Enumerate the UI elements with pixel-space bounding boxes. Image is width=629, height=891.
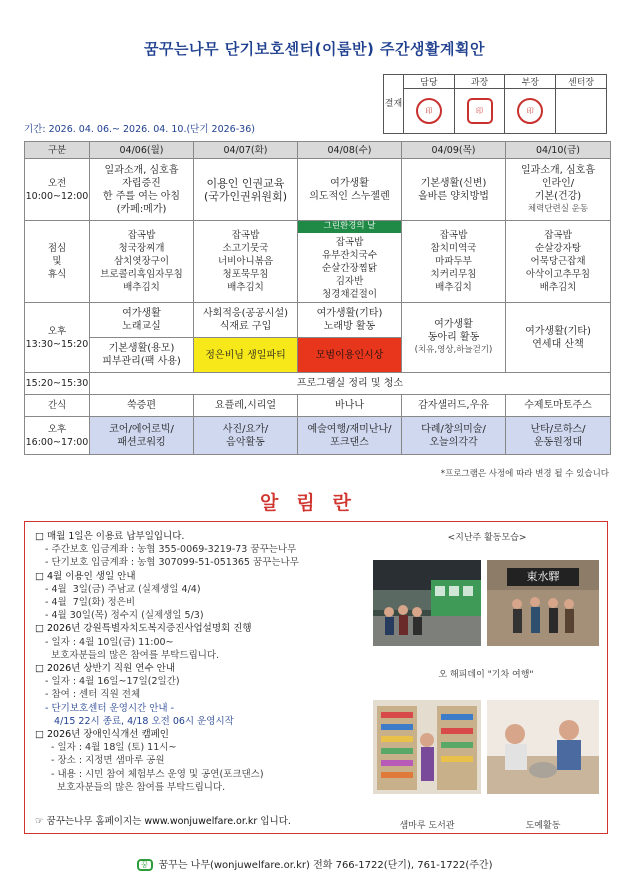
pm-label: 오후 13:30~15:20 xyxy=(25,303,90,373)
notice-line: - 4월 3일(금) 주남교 (실제생일 4/4) xyxy=(45,583,201,595)
lunch-fri: 잡곡밥 순살강자탕 어묵당근잡채 아삭이고추무침 배추김치 xyxy=(506,221,611,303)
schedule-note: *프로그램은 사정에 따라 변경 될 수 있습니다 xyxy=(440,469,609,479)
notice-line: - 4월 30일(목) 정수지 (실제생일 5/3) xyxy=(45,610,204,622)
station-sign: 東水驛 xyxy=(526,570,560,583)
header-category: 구분 xyxy=(25,142,90,159)
station-photo xyxy=(487,560,599,646)
approval-table xyxy=(383,74,607,134)
lunch-mon: 잡곡밥 청국장찌개 삼치엿장구이 브로콜리흑임자무침 배추김치 xyxy=(90,221,194,303)
footer-text: 꿈꾸는 나무(wonjuwelfare.or.kr) 전화 766-1722(단기), 761-1722(주간) xyxy=(158,860,493,871)
late-label: 오후 16:00~17:00 xyxy=(25,417,90,455)
homepage-link[interactable]: www.wonjuwelfare.or.kr xyxy=(144,816,258,827)
notice-line: 4/15 22시 종료, 4/18 오전 06시 운영시작 xyxy=(45,715,234,727)
notice-heading: □ 2026년 상반기 직원 연수 안내 xyxy=(35,663,176,675)
notice-heading: □ 매월 1일은 이용료 납부일입니다. xyxy=(35,531,185,542)
notice-line: - 주간보호 입금계좌 : 농협 355-0069-3219-73 꿈꾸는나무 xyxy=(45,544,297,556)
notice-line: - 내용 : 시민 참여 체험부스 운영 및 공연(포크댄스) xyxy=(51,768,264,780)
birthday-party-label: 정은비님 생일파티 xyxy=(205,349,286,361)
notice-list xyxy=(35,530,375,794)
green-day-badge: 그린환경의 날 xyxy=(297,220,402,233)
homepage-line: ☞ 꿈꾸는나무 홈페이지는 www.wonjuwelfare.or.kr 입니다. xyxy=(35,816,291,827)
header-mon: 04/06(월) xyxy=(90,142,194,159)
notice-heading: □ 2026년 강원특별자치도복지증진사업설명회 진행 xyxy=(35,623,252,635)
snack-mon: 쑥증편 xyxy=(90,395,194,417)
notice-box xyxy=(24,521,608,834)
snack-wed: 바나나 xyxy=(298,395,402,417)
photo-caption-mid: 오 해피데이 "기차 여행" xyxy=(438,670,534,680)
notice-line: - 단기보호센터 운영시간 안내 - xyxy=(45,702,175,714)
notice-line: - 장소 : 지정면 샘마루 공원 xyxy=(51,755,165,767)
stamp-icon: 印 xyxy=(467,98,493,124)
header-tue: 04/07(화) xyxy=(194,142,298,159)
notice-line: - 단기보호 입금계좌 : 농협 307099-51-051365 꿈꾸는나무 xyxy=(45,557,299,569)
library-photo xyxy=(373,700,481,794)
lunch-thu: 잡곡밥 참치미역국 마파두부 치커리무침 배추김치 xyxy=(402,221,506,303)
footer xyxy=(0,856,629,871)
late-mon: 코어/에어로빅/ 패션코워킹 xyxy=(90,417,194,455)
am-wed: 여가생활 의도적인 스누젤렌 xyxy=(298,159,402,221)
late-thu: 다례/창의미술/ 오늘의각각 xyxy=(402,417,506,455)
approval-label: 결재 xyxy=(384,75,404,134)
notice-title: 알림란 xyxy=(259,492,370,514)
notice-line: - 일자 : 4월 16일~17일(2일간) xyxy=(45,676,180,688)
late-wed: 예술여행/재미난나/ 포크댄스 xyxy=(298,417,402,455)
am-thu: 기본생활(신변) 올바른 양치방법 xyxy=(402,159,506,221)
am-label: 오전 10:00~12:00 xyxy=(25,159,90,221)
photo-caption-library: 샘마루 도서관 xyxy=(399,821,455,831)
notice-line: - 4월 7일(화) 정은비 xyxy=(45,597,136,609)
notice-line: 보호자분들의 많은 참여를 부탁드립니다. xyxy=(51,781,226,793)
am-tue: 이용인 인권교육 (국가인권위원회) xyxy=(194,159,298,221)
pottery-photo xyxy=(487,700,599,794)
logo-icon: 꿈 xyxy=(137,859,153,871)
pm-fri: 여가생활(기타) 연세대 산책 xyxy=(506,303,611,373)
late-fri: 난타/로하스/ 운동원정대 xyxy=(506,417,611,455)
lunch-tue: 잡곡밥 소고기뭇국 너비아니볶음 청포묵무침 배추김치 xyxy=(194,221,298,303)
pm-wed: 여가생활(기타) 노래방 활동 모범이용인시상 xyxy=(298,303,402,373)
notice-heading: □ 4월 이용인 생일 안내 xyxy=(35,570,136,582)
notice-line: - 일자 : 4월 10일(금) 11:00~ xyxy=(45,636,174,648)
photo-caption-top: <지난주 활동모습> xyxy=(447,533,527,543)
snack-tue: 요플레,시리얼 xyxy=(194,395,298,417)
snack-fri: 수제토마토주스 xyxy=(506,395,611,417)
approval-header-staff: 담당 xyxy=(404,75,455,89)
approval-header-director: 부장 xyxy=(505,75,556,89)
stamp-icon: 印 xyxy=(517,98,543,124)
notice-line: 보호자분들의 많은 참여를 부탁드립니다. xyxy=(45,649,220,661)
page-title: 꿈꾸는나무 단기보호센터(이룸반) 주간생활계획안 xyxy=(144,40,485,58)
header-thu: 04/09(목) xyxy=(402,142,506,159)
approval-header-manager: 과장 xyxy=(454,75,505,89)
award-label: 모범이용인시상 xyxy=(315,349,384,361)
train-photo xyxy=(373,560,481,646)
stamp-icon: 印 xyxy=(416,98,442,124)
snack-thu: 감자샐러드,우유 xyxy=(402,395,506,417)
lunch-label: 점심 및 휴식 xyxy=(25,221,90,303)
photo-caption-pottery: 도예활동 xyxy=(525,821,561,831)
notice-heading: □ 2026년 장애인식개선 캠페인 xyxy=(35,729,169,741)
cleanup-time: 15:20~15:30 xyxy=(25,373,90,395)
late-tue: 사진/요가/ 음악활동 xyxy=(194,417,298,455)
approval-header-head: 센터장 xyxy=(556,75,607,89)
pm-tue: 사회적응(공공시설) 식재료 구입 정은비님 생일파티 xyxy=(194,303,298,373)
header-fri: 04/10(금) xyxy=(506,142,611,159)
header-wed: 04/08(수) xyxy=(298,142,402,159)
cleanup-text: 프로그램실 정리 및 청소 xyxy=(90,373,611,395)
pm-mon: 여가생활 노래교실 기본생활(용모) 피부관리(팩 사용) xyxy=(90,303,194,373)
period-text: 기간: 2026. 04. 06.~ 2026. 04. 10.(단기 2026-36) xyxy=(24,124,255,135)
notice-line: - 일자 : 4월 18일 (토) 11시~ xyxy=(51,742,177,754)
am-fri: 일과소개, 심호흡 인라인/ 기본(건강) 체력단련실 운동 xyxy=(506,159,611,221)
notice-line: - 참여 : 센터 직원 전체 xyxy=(45,689,141,701)
pm-thu: 여가생활 동아리 활동 (치유,영상,하늘걷기) xyxy=(402,303,506,373)
snack-label: 간식 xyxy=(25,395,90,417)
lunch-wed: 그린환경의 날 잡곡밥 유부잔치국수 순살간장찜닭 김자반 청경채겉절이 xyxy=(298,221,402,303)
am-mon: 일과소개, 심호흡 자립증진 한 주를 여는 아침 (카페:메가) xyxy=(90,159,194,221)
weekly-schedule-table xyxy=(24,141,611,455)
